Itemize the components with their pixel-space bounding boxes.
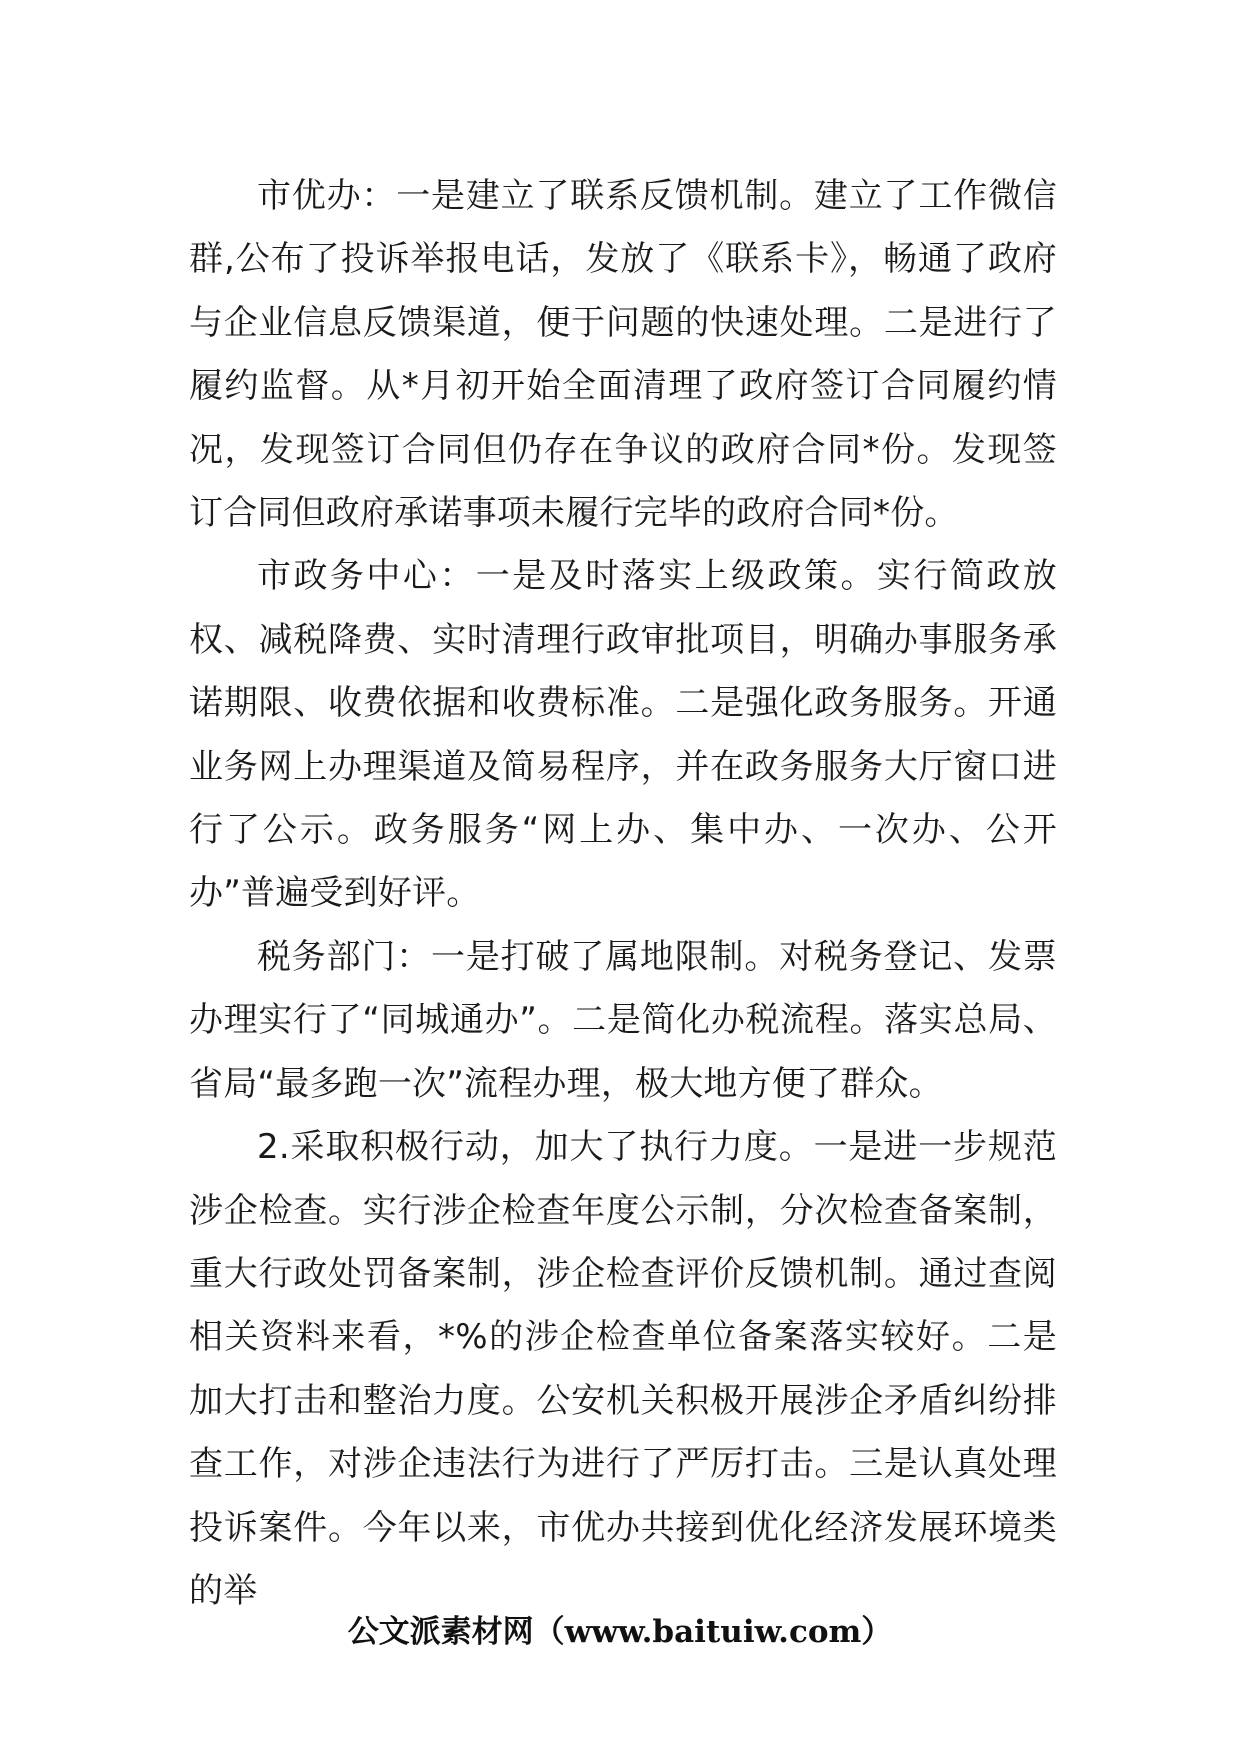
footer-watermark: 公文派素材网（www.baituiw.com）	[347, 1614, 893, 1650]
paragraph-2: 市政务中心：一是及时落实上级政策。实行简政放权、减税降费、实时清理行政审批项目，明确办事服务承诺期限、收费依据和收费标准。二是强化政务服务。开通业务网上办理渠道及简易程序，并在政务服务大厅窗口进行了公示。政务服务“网上办、集中办、一次办、公开办”普遍受到好评。	[189, 556, 1057, 914]
document-body	[189, 165, 1057, 1623]
paragraph-4: 2.采取积极行动，加大了执行力度。一是进一步规范涉企检查。实行涉企检查年度公示制，分次检查备案制，重大行政处罚备案制，涉企检查评价反馈机制。通过查阅相关资料来看，*%的涉企检查单位备案落实较好。二是加大打击和整治力度。公安机关积极开展涉企矛盾纠纷排查工作，对涉企违法行为进行了严厉打击。三是认真处理投诉案件。今年以来，市优办共接到优化经济发展环境类的举	[189, 1127, 1057, 1611]
paragraph-3: 税务部门：一是打破了属地限制。对税务登记、发票办理实行了“同城通办”。二是简化办税流程。落实总局、省局“最多跑一次”流程办理，极大地方便了群众。	[189, 936, 1057, 1104]
paragraph-1: 市优办：一是建立了联系反馈机制。建立了工作微信群,公布了投诉举报电话，发放了《联系卡》，畅通了政府与企业信息反馈渠道，便于问题的快速处理。二是进行了履约监督。从*月初开始全面清理了政府签订合同履约情况，发现签订合同但仍存在争议的政府合同*份。发现签订合同但政府承诺事项未履行完毕的政府合同*份。	[189, 176, 1057, 534]
